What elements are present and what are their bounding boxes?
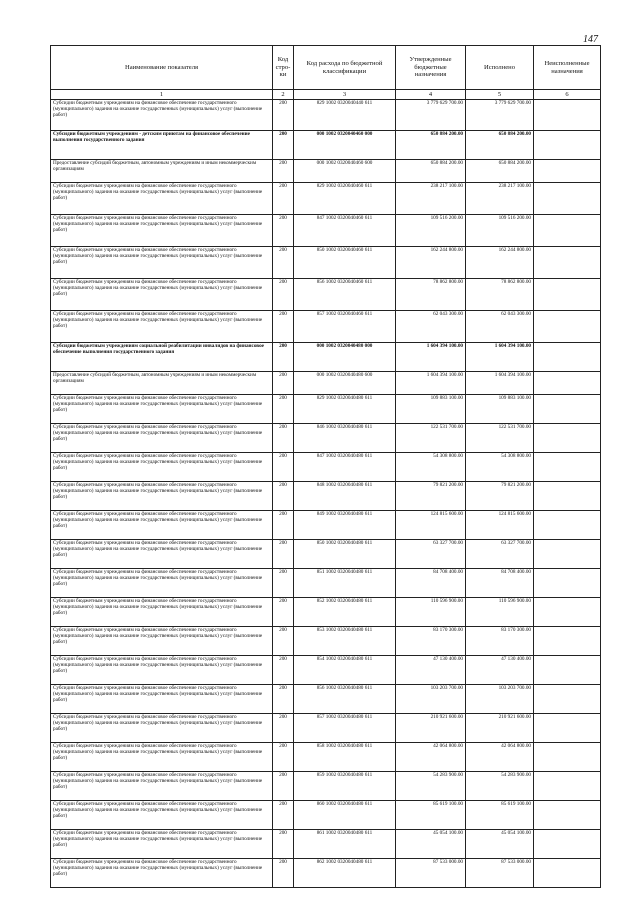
approved-amount: 110 596 900.00: [396, 598, 466, 627]
table-row: [51, 511, 601, 540]
row-code: 200: [273, 183, 294, 215]
unexecuted-amount: [534, 343, 601, 372]
executed-amount: 45 054 100.00: [466, 830, 534, 859]
column-number: 3: [294, 90, 396, 100]
indicator-name: Субсидии бюджетным учреждениям на финансовое обеспечение государственного (муниципального) задания на оказание государственных (муниципальных) услуг (выполнение работ): [51, 100, 273, 131]
executed-amount: 122 531 700.00: [466, 424, 534, 453]
executed-amount: 103 203 700.00: [466, 685, 534, 714]
unexecuted-amount: [534, 714, 601, 743]
unexecuted-amount: [534, 598, 601, 627]
executed-amount: 3 779 629 700.00: [466, 100, 534, 131]
expense-code: 853 1002 0320040480 611: [294, 627, 396, 656]
executed-amount: 54 308 800.00: [466, 453, 534, 482]
executed-amount: 1 604 394 100.00: [466, 343, 534, 372]
unexecuted-amount: [534, 569, 601, 598]
expense-code: 000 1002 0320040480 000: [294, 343, 396, 372]
approved-amount: 62 043 300.00: [396, 311, 466, 343]
unexecuted-amount: [534, 372, 601, 395]
unexecuted-amount: [534, 453, 601, 482]
row-code: 200: [273, 772, 294, 801]
unexecuted-amount: [534, 830, 601, 859]
unexecuted-amount: [534, 160, 601, 183]
table-row: [51, 772, 601, 801]
expense-code: 856 1002 0320040460 611: [294, 279, 396, 311]
executed-amount: 62 043 300.00: [466, 311, 534, 343]
row-code: 200: [273, 656, 294, 685]
header-row: [51, 46, 601, 90]
table-row: [51, 830, 601, 859]
row-code: 200: [273, 743, 294, 772]
expense-code: 857 1002 0320040460 611: [294, 311, 396, 343]
approved-amount: 238 217 100.00: [396, 183, 466, 215]
executed-amount: 1 604 394 100.00: [466, 372, 534, 395]
header-name: Наименование показателя: [51, 46, 273, 90]
unexecuted-amount: [534, 247, 601, 279]
column-number: 5: [466, 90, 534, 100]
expense-code: 859 1002 0320040480 611: [294, 772, 396, 801]
indicator-name: Субсидии бюджетным учреждениям на финансовое обеспечение государственного (муниципального) задания на оказание государственных (муниципальных) услуг (выполнение работ): [51, 511, 273, 540]
column-number: 6: [534, 90, 601, 100]
expense-code: 847 1002 0320040480 611: [294, 453, 396, 482]
executed-amount: 87 533 000.00: [466, 859, 534, 888]
executed-amount: 109 516 200.00: [466, 215, 534, 247]
approved-amount: 63 327 700.00: [396, 540, 466, 569]
row-code: 200: [273, 395, 294, 424]
column-number: 1: [51, 90, 273, 100]
unexecuted-amount: [534, 100, 601, 131]
approved-amount: 210 921 600.00: [396, 714, 466, 743]
column-number: 2: [273, 90, 294, 100]
expense-code: 854 1002 0320040480 611: [294, 656, 396, 685]
table-row: [51, 343, 601, 372]
table-row: [51, 859, 601, 888]
table-row: [51, 540, 601, 569]
unexecuted-amount: [534, 685, 601, 714]
executed-amount: 54 283 900.00: [466, 772, 534, 801]
approved-amount: 3 779 629 700.00: [396, 100, 466, 131]
indicator-name: Предоставление субсидий бюджетным, автономным учреждениям и иным некоммерческим организациям: [51, 160, 273, 183]
expense-code: 849 1002 0320040480 611: [294, 511, 396, 540]
table-row: [51, 247, 601, 279]
indicator-name: Субсидии бюджетным учреждениям на финансовое обеспечение государственного (муниципального) задания на оказание государственных (муниципальных) услуг (выполнение работ): [51, 830, 273, 859]
unexecuted-amount: [534, 743, 601, 772]
header-unexecuted: Неисполненные назначения: [534, 46, 601, 90]
expense-code: 860 1002 0320040480 611: [294, 801, 396, 830]
unexecuted-amount: [534, 540, 601, 569]
indicator-name: Субсидии бюджетным учреждениям на финансовое обеспечение государственного (муниципального) задания на оказание государственных (муниципальных) услуг (выполнение работ): [51, 215, 273, 247]
indicator-name: Субсидии бюджетным учреждениям на финансовое обеспечение государственного (муниципального) задания на оказание государственных (муниципальных) услуг (выполнение работ): [51, 801, 273, 830]
expense-code: 862 1002 0320040480 611: [294, 859, 396, 888]
approved-amount: 78 862 800.00: [396, 279, 466, 311]
table-row: [51, 395, 601, 424]
row-code: 200: [273, 372, 294, 395]
unexecuted-amount: [534, 772, 601, 801]
indicator-name: Предоставление субсидий бюджетным, автономным учреждениям и иным некоммерческим организациям: [51, 372, 273, 395]
budget-execution-table: [50, 45, 601, 888]
indicator-name: Субсидии бюджетным учреждениям на финансовое обеспечение государственного (муниципального) задания на оказание государственных (муниципальных) услуг (выполнение работ): [51, 714, 273, 743]
table-row: [51, 569, 601, 598]
executed-amount: 79 821 200.00: [466, 482, 534, 511]
expense-code: 852 1002 0320040480 611: [294, 598, 396, 627]
executed-amount: 42 064 800.00: [466, 743, 534, 772]
row-code: 200: [273, 424, 294, 453]
unexecuted-amount: [534, 627, 601, 656]
header-approved: Утвержденные бюджетные назначения: [396, 46, 466, 90]
row-code: 200: [273, 859, 294, 888]
expense-code: 829 1002 0320040480 611: [294, 395, 396, 424]
executed-amount: 47 130 400.00: [466, 656, 534, 685]
row-code: 200: [273, 247, 294, 279]
approved-amount: 124 815 600.00: [396, 511, 466, 540]
approved-amount: 54 283 900.00: [396, 772, 466, 801]
table-body: [51, 100, 601, 888]
unexecuted-amount: [534, 279, 601, 311]
expense-code: 848 1002 0320040480 611: [294, 482, 396, 511]
indicator-name: Субсидии бюджетным учреждениям на финансовое обеспечение государственного (муниципального) задания на оказание государственных (муниципальных) услуг (выполнение работ): [51, 424, 273, 453]
executed-amount: 650 884 200.00: [466, 160, 534, 183]
table-row: [51, 100, 601, 131]
executed-amount: 63 327 700.00: [466, 540, 534, 569]
expense-code: 829 1002 0320040440 611: [294, 100, 396, 131]
approved-amount: 84 708 400.00: [396, 569, 466, 598]
executed-amount: 109 883 100.00: [466, 395, 534, 424]
table-row: [51, 801, 601, 830]
header-executed: Исполнено: [466, 46, 534, 90]
approved-amount: 109 883 100.00: [396, 395, 466, 424]
unexecuted-amount: [534, 215, 601, 247]
executed-amount: 83 170 300.00: [466, 627, 534, 656]
executed-amount: 124 815 600.00: [466, 511, 534, 540]
table-row: [51, 279, 601, 311]
expense-code: 850 1002 0320040460 611: [294, 247, 396, 279]
expense-code: 000 1002 0320040480 600: [294, 372, 396, 395]
approved-amount: 85 619 100.00: [396, 801, 466, 830]
row-code: 200: [273, 627, 294, 656]
table-row: [51, 183, 601, 215]
indicator-name: Субсидии бюджетным учреждениям на финансовое обеспечение государственного (муниципального) задания на оказание государственных (муниципальных) услуг (выполнение работ): [51, 183, 273, 215]
row-code: 200: [273, 131, 294, 160]
indicator-name: Субсидии бюджетным учреждениям на финансовое обеспечение государственного (муниципального) задания на оказание государственных (муниципальных) услуг (выполнение работ): [51, 743, 273, 772]
expense-code: 000 1002 0320040460 000: [294, 131, 396, 160]
indicator-name: Субсидии бюджетным учреждениям на финансовое обеспечение государственного (муниципального) задания на оказание государственных (муниципальных) услуг (выполнение работ): [51, 453, 273, 482]
indicator-name: Субсидии бюджетным учреждениям - детским приютам на финансовое обеспечение выполнения государственного задания: [51, 131, 273, 160]
page-number: 147: [583, 34, 598, 45]
unexecuted-amount: [534, 511, 601, 540]
unexecuted-amount: [534, 395, 601, 424]
approved-amount: 650 884 200.00: [396, 160, 466, 183]
expense-code: 858 1002 0320040480 611: [294, 743, 396, 772]
row-code: 200: [273, 482, 294, 511]
table-row: [51, 656, 601, 685]
table-row: [51, 311, 601, 343]
row-code: 200: [273, 569, 294, 598]
indicator-name: Субсидии бюджетным учреждениям на финансовое обеспечение государственного (муниципального) задания на оказание государственных (муниципальных) услуг (выполнение работ): [51, 656, 273, 685]
indicator-name: Субсидии бюджетным учреждениям на финансовое обеспечение государственного (муниципального) задания на оказание государственных (муниципальных) услуг (выполнение работ): [51, 482, 273, 511]
approved-amount: 54 308 800.00: [396, 453, 466, 482]
approved-amount: 162 244 800.00: [396, 247, 466, 279]
approved-amount: 42 064 800.00: [396, 743, 466, 772]
header-row-code: Код стро-ки: [273, 46, 294, 90]
unexecuted-amount: [534, 859, 601, 888]
expense-code: 851 1002 0320040480 611: [294, 569, 396, 598]
indicator-name: Субсидии бюджетным учреждениям на финансовое обеспечение государственного (муниципального) задания на оказание государственных (муниципальных) услуг (выполнение работ): [51, 540, 273, 569]
indicator-name: Субсидии бюджетным учреждениям на финансовое обеспечение государственного (муниципального) задания на оказание государственных (муниципальных) услуг (выполнение работ): [51, 569, 273, 598]
row-code: 200: [273, 714, 294, 743]
approved-amount: 1 604 394 100.00: [396, 343, 466, 372]
executed-amount: 650 884 200.00: [466, 131, 534, 160]
row-code: 200: [273, 511, 294, 540]
expense-code: 850 1002 0320040480 611: [294, 540, 396, 569]
expense-code: 847 1002 0320040460 611: [294, 215, 396, 247]
table-row: [51, 598, 601, 627]
expense-code: 857 1002 0320040480 611: [294, 714, 396, 743]
table-row: [51, 160, 601, 183]
approved-amount: 79 821 200.00: [396, 482, 466, 511]
unexecuted-amount: [534, 656, 601, 685]
indicator-name: Субсидии бюджетным учреждениям на финансовое обеспечение государственного (муниципального) задания на оказание государственных (муниципальных) услуг (выполнение работ): [51, 685, 273, 714]
indicator-name: Субсидии бюджетным учреждениям социальной реабилитации инвалидов на финансовое обеспечение выполнения государственного задания: [51, 343, 273, 372]
table-row: [51, 215, 601, 247]
table-row: [51, 714, 601, 743]
executed-amount: 85 619 100.00: [466, 801, 534, 830]
table-row: [51, 131, 601, 160]
executed-amount: 162 244 800.00: [466, 247, 534, 279]
column-number: 4: [396, 90, 466, 100]
expense-code: 861 1002 0320040480 611: [294, 830, 396, 859]
column-number-row: [51, 90, 601, 100]
expense-code: 000 1002 0320040460 600: [294, 160, 396, 183]
expense-code: 846 1002 0320040480 611: [294, 424, 396, 453]
executed-amount: 78 862 800.00: [466, 279, 534, 311]
table-row: [51, 627, 601, 656]
table-row: [51, 685, 601, 714]
unexecuted-amount: [534, 482, 601, 511]
row-code: 200: [273, 598, 294, 627]
unexecuted-amount: [534, 424, 601, 453]
indicator-name: Субсидии бюджетным учреждениям на финансовое обеспечение государственного (муниципального) задания на оказание государственных (муниципальных) услуг (выполнение работ): [51, 859, 273, 888]
table-row: [51, 424, 601, 453]
row-code: 200: [273, 830, 294, 859]
approved-amount: 45 054 100.00: [396, 830, 466, 859]
executed-amount: 110 596 900.00: [466, 598, 534, 627]
executed-amount: 84 708 400.00: [466, 569, 534, 598]
approved-amount: 109 516 200.00: [396, 215, 466, 247]
row-code: 200: [273, 540, 294, 569]
indicator-name: Субсидии бюджетным учреждениям на финансовое обеспечение государственного (муниципального) задания на оказание государственных (муниципальных) услуг (выполнение работ): [51, 598, 273, 627]
header-expense-code: Код расхода по бюджетной классификации: [294, 46, 396, 90]
table-row: [51, 372, 601, 395]
indicator-name: Субсидии бюджетным учреждениям на финансовое обеспечение государственного (муниципального) задания на оказание государственных (муниципальных) услуг (выполнение работ): [51, 279, 273, 311]
row-code: 200: [273, 311, 294, 343]
executed-amount: 238 217 100.00: [466, 183, 534, 215]
indicator-name: Субсидии бюджетным учреждениям на финансовое обеспечение государственного (муниципального) задания на оказание государственных (муниципальных) услуг (выполнение работ): [51, 627, 273, 656]
row-code: 200: [273, 279, 294, 311]
expense-code: 856 1002 0320040480 611: [294, 685, 396, 714]
approved-amount: 122 531 700.00: [396, 424, 466, 453]
unexecuted-amount: [534, 131, 601, 160]
row-code: 200: [273, 343, 294, 372]
indicator-name: Субсидии бюджетным учреждениям на финансовое обеспечение государственного (муниципального) задания на оказание государственных (муниципальных) услуг (выполнение работ): [51, 772, 273, 801]
row-code: 200: [273, 453, 294, 482]
unexecuted-amount: [534, 183, 601, 215]
unexecuted-amount: [534, 801, 601, 830]
row-code: 200: [273, 100, 294, 131]
row-code: 200: [273, 801, 294, 830]
approved-amount: 83 170 300.00: [396, 627, 466, 656]
expense-code: 829 1002 0320040460 611: [294, 183, 396, 215]
row-code: 200: [273, 215, 294, 247]
indicator-name: Субсидии бюджетным учреждениям на финансовое обеспечение государственного (муниципального) задания на оказание государственных (муниципальных) услуг (выполнение работ): [51, 311, 273, 343]
table-row: [51, 743, 601, 772]
indicator-name: Субсидии бюджетным учреждениям на финансовое обеспечение государственного (муниципального) задания на оказание государственных (муниципальных) услуг (выполнение работ): [51, 247, 273, 279]
table-row: [51, 482, 601, 511]
approved-amount: 650 884 200.00: [396, 131, 466, 160]
unexecuted-amount: [534, 311, 601, 343]
indicator-name: Субсидии бюджетным учреждениям на финансовое обеспечение государственного (муниципального) задания на оказание государственных (муниципальных) услуг (выполнение работ): [51, 395, 273, 424]
row-code: 200: [273, 685, 294, 714]
approved-amount: 47 130 400.00: [396, 656, 466, 685]
approved-amount: 1 604 394 100.00: [396, 372, 466, 395]
approved-amount: 87 533 000.00: [396, 859, 466, 888]
row-code: 200: [273, 160, 294, 183]
executed-amount: 210 921 600.00: [466, 714, 534, 743]
table-row: [51, 453, 601, 482]
approved-amount: 103 203 700.00: [396, 685, 466, 714]
